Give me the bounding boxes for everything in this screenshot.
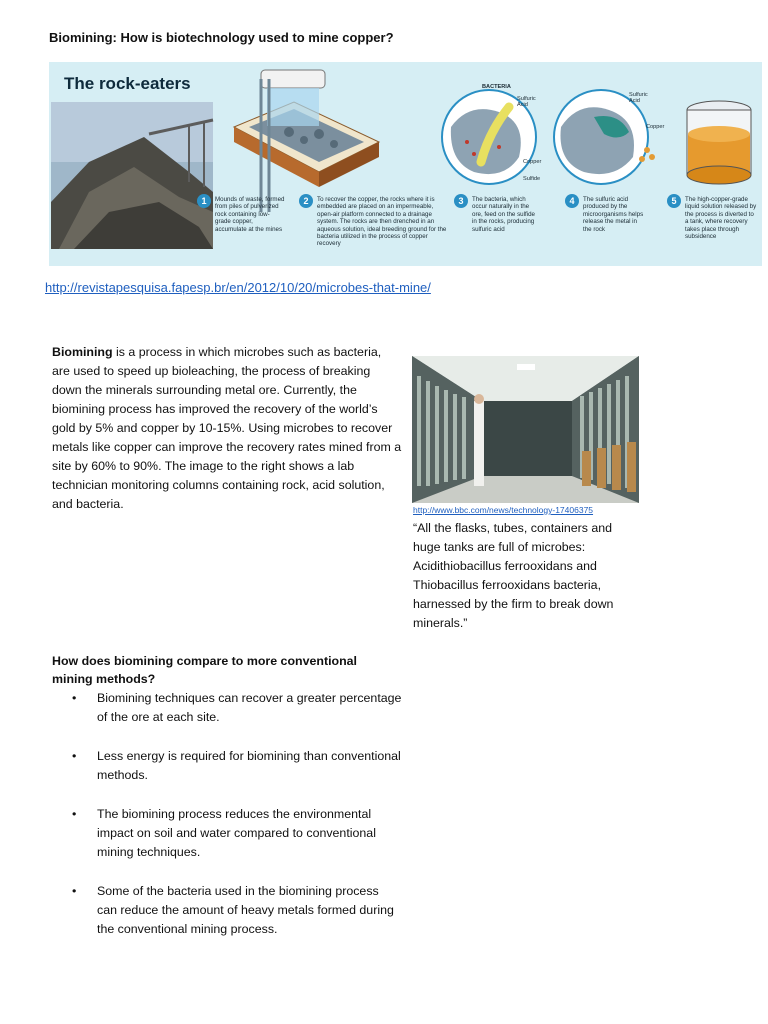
step-5-text: The high-copper-grade liquid solution released by the process is diverted to a tank, where recovery takes place through subsidence [685, 196, 757, 241]
step-3-number: 3 [454, 194, 468, 208]
bullet-text: Less energy is required for biomining than conventional methods. [97, 749, 401, 782]
comparison-question: How does biomining compare to more conventional mining methods? [52, 654, 357, 686]
sulfide-label: Sulfide [523, 176, 541, 182]
sulfuric-acid-label-2: Sulfuric Acid [629, 92, 648, 104]
lab-photo-artwork [412, 356, 639, 503]
bullet-icon: • [72, 807, 77, 821]
bacteria-label: BACTERIA [482, 84, 511, 90]
list-item [72, 689, 402, 727]
list-item [72, 747, 402, 785]
list-item [72, 805, 402, 862]
bbc-source-link[interactable]: http://www.bbc.com/news/technology-17406375 [413, 505, 594, 515]
leaching-platform-diagram [234, 70, 379, 212]
step-2-text: To recover the copper, the rocks where it is embedded are placed on an impermeable, open-air platform connected to a drainage system. The rocks are then drenched in an aqueous solution, ideal breeding ground for the bacteria utilized in the process of copper recovery [317, 196, 447, 248]
page-title: Biomining: How is biotechnology used to mine copper? [49, 30, 394, 45]
step-1-text: Mounds of waste, formed from piles of pulverized rock containing low-grade copper, accumulate at the mines [215, 196, 285, 233]
lab-technician-photo [412, 356, 639, 503]
bullet-text: Some of the bacteria used in the biomining process can reduce the amount of heavy metals formed during the conventional mining process. [97, 884, 394, 936]
rock-eaters-infographic [49, 62, 762, 266]
bullet-text: Biomining techniques can recover a greater percentage of the ore at each site. [97, 691, 402, 724]
infographic-heading: The rock-eaters [64, 74, 191, 93]
copper-label: Copper [523, 159, 542, 165]
biomining-paragraph [52, 343, 402, 514]
sulfuric-acid-label: Sulfuric Acid [517, 96, 536, 108]
step-3-text: The bacteria, which occur naturally in the ore, feed on the sulfide in the rocks, producing sulfuric acid [472, 196, 535, 233]
paragraph-body: is a process in which microbes such as bacteria, are used to speed up bioleaching, the process of breaking down the minerals surrounding metal ore. Currently, the biomining process has improved the recovery of the world’s gold by 5% and copper by 10-15%. Using microbes to recover metals like copper can improve the recovery rates mined from a site by 60% to 90%. The image to the right shows a lab technician monitoring columns containing rock, acid solution, and bacteria. [52, 345, 402, 511]
step-5-number: 5 [667, 194, 681, 208]
photo-quote: “All the flasks, tubes, containers and huge tanks are full of microbes: Acidithiobacillus ferrooxidans and Thiobacillus ferrooxidans bacteria, harnessed by the firm to break down minerals.” [413, 521, 614, 630]
step-4-text: The sulfuric acid produced by the microorganisms helps release the metal in the rock [583, 196, 644, 233]
step-1-number: 1 [197, 194, 211, 208]
bullet-icon: • [72, 884, 77, 898]
mine-waste-photo [51, 102, 213, 249]
step-4-number: 4 [565, 194, 579, 208]
list-item [72, 882, 402, 939]
biomining-term: Biomining [52, 345, 113, 359]
bullet-text: The biomining process reduces the environmental impact on soil and water compared to conventional mining techniques. [97, 807, 376, 859]
copper-label-2: Copper [646, 124, 665, 130]
comparison-list [72, 689, 402, 959]
source-link[interactable]: http://revistapesquisa.fapesp.br/en/2012/10/20/microbes-that-mine/ [45, 280, 431, 295]
step-2-number: 2 [299, 194, 313, 208]
recovery-tank-diagram [687, 101, 751, 184]
bullet-icon: • [72, 749, 77, 763]
acid-release-diagram [554, 90, 655, 184]
bullet-icon: • [72, 691, 77, 705]
